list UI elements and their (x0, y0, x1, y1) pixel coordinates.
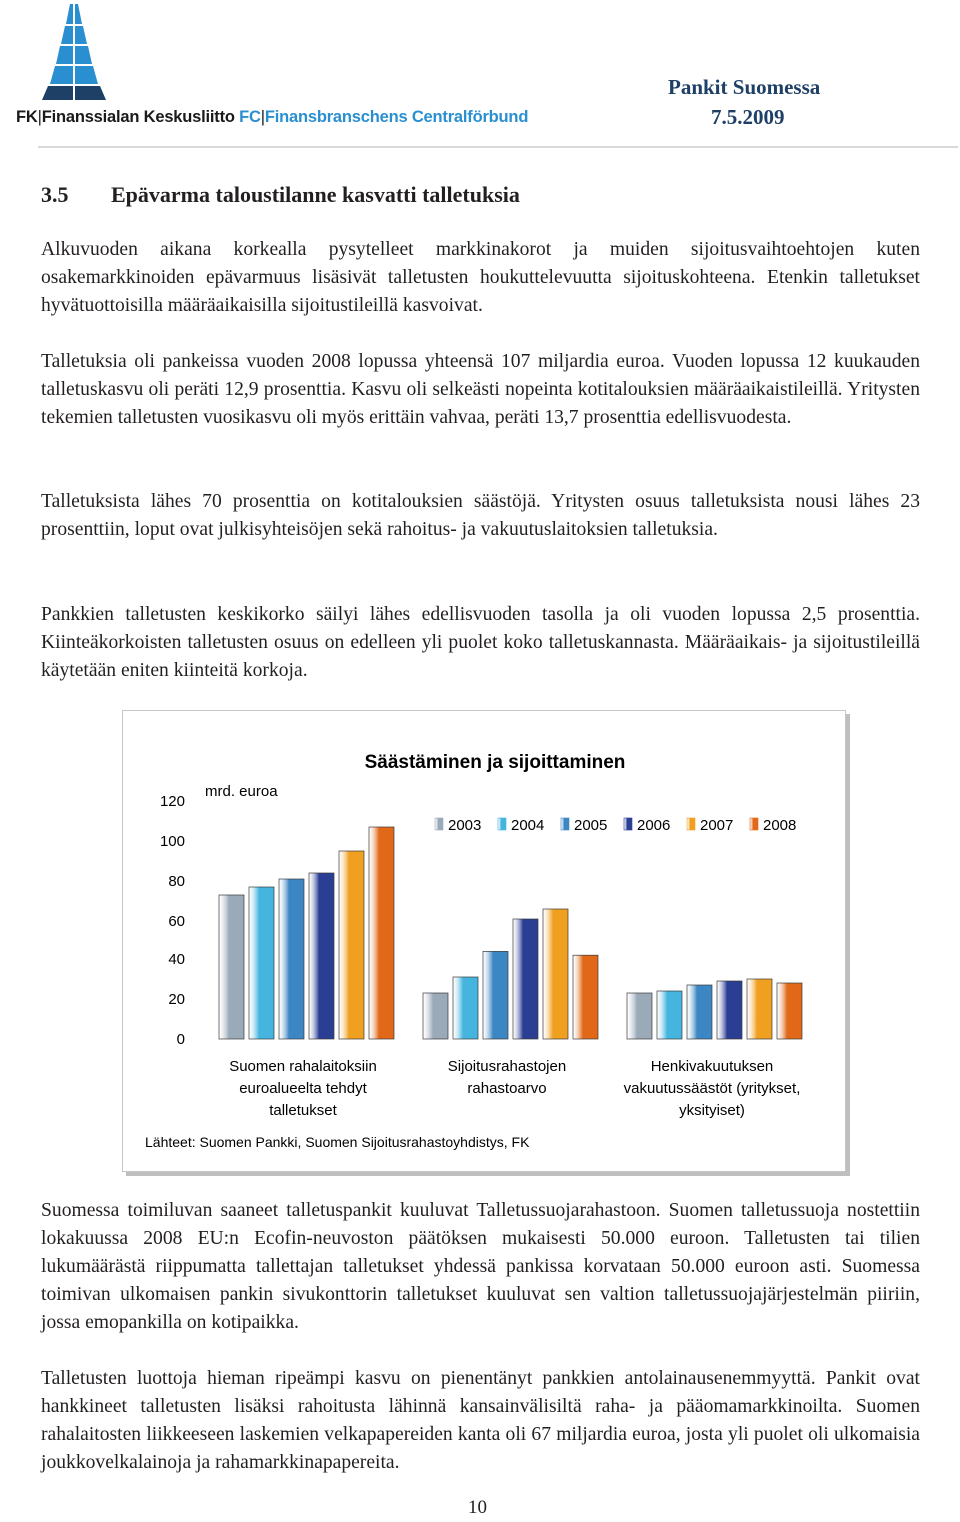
bar-2003-group1 (219, 895, 244, 1039)
page-header (0, 0, 960, 150)
paragraph-3: Talletuksista lähes 70 prosenttia on kotitalouksien säästöjä. Yritysten osuus talletuksista nousi lähes 23 prosenttiin, loput ovat julkisyhteisöjen sekä rahoitus- ja vakuutuslaitoksien talletuksia. (41, 491, 920, 540)
bar-2008-group2 (573, 955, 598, 1039)
paragraph-2: Talletuksia oli pankeissa vuoden 2008 lopussa yhteensä 107 miljardia euroa. Vuoden lopussa 12 kuukauden talletuskasvu oli peräti 12,9 prosenttia. Kasvu oli selkeästi nopeinta kotitalouksien määräaikaistileillä. Yritysten tekemien talletusten vuosikasvu oli myös erittäin vahvaa, peräti 13,7 prosenttia edellisvuodesta. (41, 351, 920, 428)
section-title: Epävarma taloustilanne kasvatti talletuksia (111, 182, 520, 207)
chart-figure (122, 710, 846, 1172)
category-label: Henkivakuutuksen (650, 1058, 774, 1075)
paragraph-4: Pankkien talletusten keskikorko säilyi lähes edellisvuoden tasolla ja oli vuoden lopussa 2,5 prosenttia. Kiinteäkorkoisten talletusten osuus on edelleen yli puolet koko talletuskannasta. Määräaikais- ja sijoitustileillä käytetään eniten kiinteitä korkoja. (41, 604, 920, 681)
category-label: Suomen rahalaitoksiin (229, 1058, 377, 1075)
document-date: 7.5.2009 (711, 105, 785, 129)
chart-source: Lähteet: Suomen Pankki, Suomen Sijoitusrahastoyhdistys, FK (145, 1134, 530, 1150)
legend-swatch (498, 818, 506, 830)
bar-2005-group2 (483, 951, 508, 1039)
y-axis-unit-label: mrd. euroa (205, 783, 278, 800)
y-tick-label: 120 (159, 793, 185, 810)
bar-2003-group2 (423, 993, 448, 1039)
bar-2007-group3 (747, 979, 772, 1039)
category-label: rahastoarvo (467, 1080, 547, 1097)
page-number: 10 (468, 1497, 487, 1518)
y-tick-label: 60 (168, 913, 185, 930)
bar-2005-group1 (279, 879, 304, 1039)
paragraph-5: Suomessa toimiluvan saaneet talletuspankit kuuluvat Talletussuojarahastoon. Suomen talletussuoja nostettiin lokakuussa 2008 EU:n Ecofin-neuvoston päätöksen mukaisesti 50.000 euroon. Talletusten tai tilien lukumäärästä riippumatta tallettajan talletukset yhdessä pankissa korvataan 50.000 euroon asti. Suomessa toimivan ulkomaisen pankin sivukonttorin talletukset kuuluvat sen valtion talletussuojajärjestelmän piiriin, jossa emopankilla on kotipaikka. (41, 1200, 920, 1333)
legend-label: 2004 (511, 817, 545, 834)
legend-swatch (687, 818, 695, 830)
fk-logo-icon (38, 2, 114, 102)
bar-2006-group3 (717, 981, 742, 1039)
header-divider (38, 146, 958, 148)
paragraph-1: Alkuvuoden aikana korkealla pysytelleet markkinakorot ja muiden sijoitusvaihtoehtojen kuten osakemarkkinoiden epävarmuus lisäsivät talletusten houkuttelevuutta sijoituskohteena. Etenkin talletukset hyvätuottoisilla määräaikaisilla sijoitustileillä kasvoivat. (41, 239, 920, 316)
category-label: euroalueelta tehdyt (239, 1080, 367, 1097)
category-label: yksityiset) (679, 1102, 745, 1119)
legend-label: 2005 (574, 817, 608, 834)
category-label: Sijoitusrahastojen (447, 1058, 567, 1075)
legend-swatch (624, 818, 632, 830)
legend-label: 2008 (763, 817, 797, 834)
legend-swatch (750, 818, 758, 830)
category-label: vakuutussäästöt (yritykset, (623, 1080, 801, 1097)
y-tick-label: 0 (176, 1031, 185, 1048)
bar-2006-group2 (513, 919, 538, 1039)
category-label: talletukset (269, 1102, 337, 1119)
bar-2008-group1 (369, 827, 394, 1039)
chart-title: Säästäminen ja sijoittaminen (364, 752, 626, 773)
paragraph-6: Talletusten luottoja hieman ripeämpi kasvu on pienentänyt pankkien antolainausenemmyyttä. Pankit ovat hankkineet talletusten lisäksi rahoitusta lähinnä kansainvälisiltä raha- ja pääomamarkkinoilta. Suomen rahalaitosten liikkeeseen laskemien velkapapereiden kanta oli 67 miljardia euroa, josta yli puolet oli ulkomaisia joukkovelkalainoja ja rahamarkkinapapereita. (41, 1368, 920, 1473)
bar-2005-group3 (687, 985, 712, 1039)
legend-label: 2006 (637, 817, 671, 834)
organization-name: FK|Finanssialan Keskusliitto FC|Finansbranschens Centralförbund (16, 108, 529, 126)
y-tick-label: 100 (159, 833, 185, 850)
bar-2004-group1 (249, 887, 274, 1039)
document-title: Pankit Suomessa (668, 75, 821, 99)
legend-label: 2007 (700, 817, 734, 834)
bar-2007-group1 (339, 851, 364, 1039)
bar-2008-group3 (777, 983, 802, 1039)
legend-swatch (561, 818, 569, 830)
y-tick-label: 20 (168, 991, 185, 1008)
bar-2004-group2 (453, 977, 478, 1039)
section-number: 3.5 (41, 182, 69, 207)
legend-label: 2003 (448, 817, 482, 834)
y-tick-label: 40 (168, 951, 185, 968)
bar-2007-group2 (543, 909, 568, 1039)
section-heading (41, 182, 520, 208)
legend-swatch (435, 818, 443, 830)
y-tick-label: 80 (168, 873, 185, 890)
bar-2004-group3 (657, 991, 682, 1039)
bar-2003-group3 (627, 993, 652, 1039)
savings-investment-chart (123, 711, 845, 1171)
bar-2006-group1 (309, 873, 334, 1039)
